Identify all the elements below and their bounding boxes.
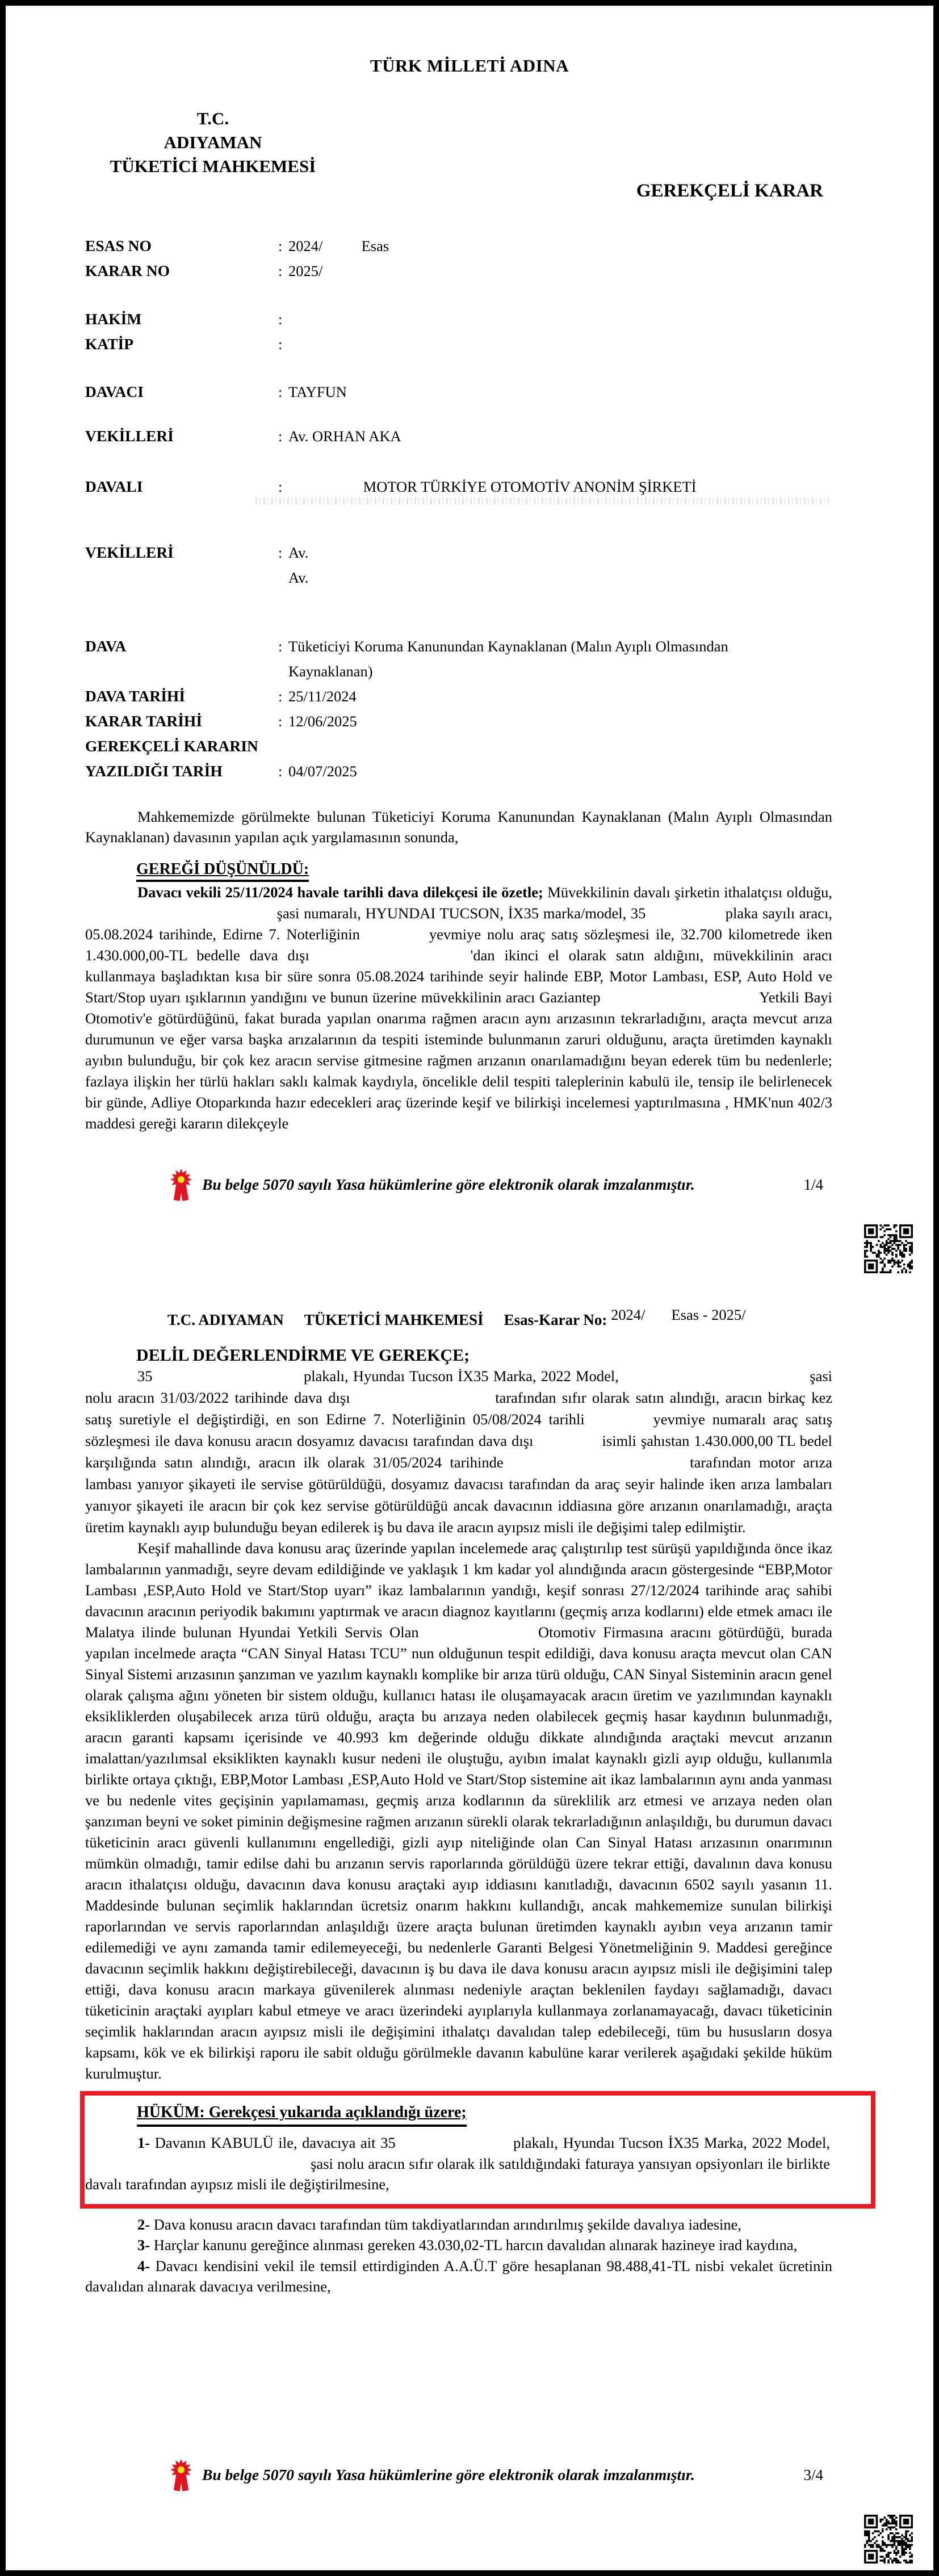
info-label: KARAR TARİHİ [85,712,203,730]
redaction-gap [288,491,359,492]
page2-header-court: T.C. ADIYAMAN [167,1311,284,1328]
info-label: VEKİLLERİ [85,427,174,445]
plaintiff-claim-paragraph [85,882,832,1134]
text-run: 12/06/2025 [288,713,357,730]
hukum-heading: HÜKÜM: Gerekçesi yukarıda açıklandığı üzere; [137,2101,467,2127]
info-row [85,332,823,357]
redaction-gap [356,1402,489,1403]
info-row [85,659,823,684]
text-run: Dava konusu aracın davacı tarafından tüm takdiyatlarından arındırılmış şekilde davalıya iadesine, [153,2215,742,2233]
seal-center-dot [178,2466,185,2473]
info-label: VEKİLLERİ [85,543,174,561]
info-colon: : [278,688,283,705]
page2-header [85,1308,832,1331]
ruling-item-1 [85,2132,830,2195]
intro-paragraph: Mahkememizde görülmekte bulunan Tüketiciyi Koruma Kanunundan Kaynaklanan (Malın Ayıplı Olmasından Kaynaklanan) davasının yapılan açık yargılamasının sonunda, [85,808,832,846]
evidence-paragraph-2 [85,1538,832,2084]
info-colon: : [278,311,283,328]
ruling-item-4 [85,2256,832,2297]
case-info-table [85,233,823,784]
bold-text-run: 4- [137,2257,150,2274]
text-run: Otomotiv Firmasına aracını götürdüğü, burada yapılan incelmede araçta “CAN Sinyal Hatası TCU” nun olduğunun tespit edildiği, dava konusu araçta mevcut olan CAN Sinyal Sistemi arızasının şanzıman ve yazılım kaynaklı komplike bir arıza türü olduğu, CAN Sinyal Sisteminin aracın genel olarak çalışma ağını yöneten bir sistem olduğu, kullanıcı hatası ile oluşamayacak aracın üretim ve yazılımından kaynaklı eksikliklerden oluşabilecek arıza türü olduğu, araçta bu arızaya neden olabilecek geçmiş hasar kaydının bulunmadığı, aracın garanti kapsamı içerisinde ve 40.993 km değerinde olduğu dikkate alındığında araçtaki mevcut arızanın imalattan/yazılımsal eksiklikten kaynaklı kusur nedeni ile oluştuğu, ayıbın imalat kaynaklı gizli ayıp olduğu, kullanımla birlikte ortaya çıktığı, EBP,Motor Lambası ,ESP,Auto Hold ve Start/Stop sistemine ait ikaz lambalarının aynı anda yanması ve bu nedenle vites geçişinin yapılamaması, geçmiş arıza kodlarının da süreklilik arz etmesi ve arızaya neden olan şanzıman beyni ve soket piminin değişmesine rağmen arızanın sürekli olarak tekrarladığının anlaşıldığı, bu durumun davacı tüketicinin aracı güvenli kullanımını engellediği, gizli ayıp niteliğinde olan Can Sinyal Hatası arızasının onarımının mümkün olmadığı, tamir edilse dahi bu arızanın servis raporlarında görüldüğü üzere tekrar ettiği, davalının dava konusu aracın ithalatçısı olduğu, davacının dava konusu araçtaki ayıp iddiasını kanıtladığı, davacının 6502 sayılı yasanın 11. Maddesinde bulunan seçimlik haklarından ücretsiz onarım hakkını kullandığı, ancak mahkememize sunulan bilirkişi raporlarından ve servis raporlarından anlaşıldığı üzere araçta bulunan üretimden kaynaklı ayıbın veya arızanın tamir edilemediği ve aynı zamanda tamir edilemeyeceği, bu nedenlerle Garanti Belgesi Yönetmeliğinin 9. Maddesi gereğince davacının seçimlik hakkını değiştirebileceği, davacının iş bu dava ile dava konusu aracın ayıpsız misli ile değişimini talep ettiği, dava konusu aracın markaya güvenilerek alınması nedeniyle araçtan beklenilen faydayı sağlamadığı, davacı tüketicinin araçtaki ayıpları kabul etmeye ve aracı üzerindeki ayıplarıyla kullanmaya zorlanamayacağı, davacı tüketicinin seçimlik haklarından aracın ayıpsız misli ile değişimini ithalatçı davalıdan talep edebileceği, tüm bu hususların dosya kapsamı, kök ve ek bilirkişi raporu ile sabit olduğu görülmekle davanın kabulüne karar verilerek aşağıdaki şekilde hüküm kurulmuştur. [85,1624,833,2082]
redaction-gap [623,1380,805,1381]
section-heading-wrap [136,860,832,882]
redaction-gap [319,959,461,960]
esign-note: Bu belge 5070 sayılı Yasa hükümlerine göre elektronik olarak imzalanmıştır. [202,1176,695,1193]
text-run: 2025/ [288,262,323,279]
evidence-paragraph-1 [85,1365,832,1538]
info-value [288,544,308,561]
redaction-gap [400,2147,508,2148]
info-value [288,663,373,680]
text-run: tarafından sıfır olarak satın alındığı, aracın birkaç kez satış suretiyle el değiştirdiği, en son Edirne 7. Noterliğinin 05/08/2024 tarihli [85,1389,833,1428]
info-row [85,379,823,404]
info-colon: : [278,383,283,400]
redaction-gap [426,1636,531,1637]
info-colon: : [278,638,283,655]
info-colon: : [278,428,283,445]
redaction-gap [157,1380,299,1381]
text-run: Kaynaklanan) [288,663,373,680]
ruling-item-2 [85,2214,832,2235]
text-run: Av. ORHAN AKA [288,428,401,445]
redaction-gap [605,1001,755,1002]
text-run: 25/11/2024 [288,688,357,705]
info-row [85,684,823,709]
court-block [91,107,335,178]
info-row [85,307,823,332]
info-colon: : [278,763,283,780]
text-run: 35 [137,1368,153,1385]
court-line-city: ADIYAMAN [164,132,262,152]
page2-header-karar-value: Esas - 2025/ [671,1306,746,1323]
text-run: yevmiye numaralı araç satış sözleşmesi ile dava konusu aracın dosyamız davacısı tarafından dava dışı [85,1411,833,1449]
text-run: 2024/ [288,237,323,254]
text-run: Keşif mahallinde dava konusu araç üzerinde yapılan incelemede araç çalıştırılıp test sürüşü yapıldığında önce ikaz lambalarının yanmadığı, seyre devam edildiğinde ve yaklaşık 1 km kadar yol alındığında aracın göstergesinde “EBP,Motor Lambası ,ESP,Auto Hold ve Start/Stop uyarı” ikaz lambalarının yandığı, keşif sonrası 27/12/2024 tarihinde araç sahibi davacının aracının periyodik bakımını yaptırmak ve aracın diagnoz kayıtlarını (geçmiş arıza kodlarını) elde etmek amacı ile Malatya ilinde bulunan Hyundai Yetkili Servis Olan [85,1540,832,1641]
info-value [288,428,401,445]
delil-heading: DELİL DEĞERLENDİRME VE GEREKÇE; [136,1346,470,1365]
info-row [85,709,823,734]
text-run: Esas [361,237,389,254]
page1-footer [85,1168,823,1202]
text-run: plaka sayılı aracı, 05.08.2024 tarihinde, Edirne 7. Noterliğinin [85,905,833,943]
info-label: DAVALI [85,478,143,495]
text-run: isimli şahıstan 1.430.000,00 TL bedel karşılığında satın alındığı, aracın ilk olarak 31/05/2024 tarihinde [85,1432,832,1471]
info-value [288,569,308,586]
esign-note: Bu belge 5070 sayılı Yasa hükümlerine göre elektronik olarak imzalanmıştır. [202,2466,695,2483]
redaction-gap [366,938,423,939]
redaction-gap [85,2168,307,2169]
info-colon: : [278,544,283,561]
info-value [288,763,357,780]
info-label: DAVA TARİHİ [85,687,186,705]
text-run: şasi numaralı, HYUNDAI TUCSON, İX35 marka/model, 35 [276,905,646,922]
text-run: 'dan ikinci el olarak satın aldığını, müvekkilinin aracı kullanmaya başladıktan kısa bir süre sonra 05.08.2024 tarihinde seyir halinde EBP, Motor Lambası, ESP, Auto Hold ve Start/Stop uyarı ışıklarının yandığını ve bunun üzerine müvekkilinin aracı Gaziantep [85,947,832,1006]
info-value [288,713,357,730]
text-run: Davacı kendisini vekil ile temsil ettirdiginden A.A.Ü.T göre hesaplanan 98.488,41-TL nisbi vekalet ücretinin davalıdan alınarak davacıya verilmesine, [85,2257,833,2295]
info-row [85,474,823,499]
info-value [288,262,322,279]
info-label: KATİP [85,335,134,353]
redaction-gap [650,917,721,918]
info-colon: : [278,713,283,730]
seal-ribbon-tail [180,2474,188,2491]
info-row [85,540,823,565]
info-value [288,383,347,400]
info-row [85,424,823,449]
info-value [288,478,697,495]
info-row [85,233,823,258]
court-line-tc: T.C. [196,108,229,128]
info-label: HAKİM [85,310,142,328]
info-row [85,734,823,759]
info-value [288,638,728,655]
text-run: şasi nolu aracın sıfır olarak ilk satıldığındaki faturaya yansıyan opsiyonları ile birlikte davalı tarafından ayıpsız misli ile değiştirilmesine, [85,2155,830,2193]
doc-type-title: GEREKÇELİ KARAR [636,181,823,201]
text-run: Müvekkilinin davalı şirketin ithalatçısı olduğu, [547,884,833,901]
text-run: Harçlar kanunu gereğince alınması gereken 43.030,02-TL harcın davalıdan alınarak hazineye irad kaydına, [153,2236,798,2253]
info-value [288,237,389,254]
court-line-name: TÜKETİCİ MAHKEMESİ [110,156,316,176]
page2-header-court2: TÜKETİCİ MAHKEMESİ [304,1311,484,1328]
info-colon: : [278,262,283,279]
text-run: TAYFUN [288,383,347,400]
redaction-gap [592,1423,646,1424]
redaction-gap [85,917,273,918]
info-row [85,634,823,659]
esign-seal-icon [170,1169,192,1201]
page2-body [85,1308,832,2297]
info-label: DAVACI [85,383,144,400]
qr-code-icon [864,2515,913,2564]
seal-ribbon-tail [180,1184,188,1201]
page-number: 3/4 [803,2466,823,2483]
text-run: Davanın KABULÜ ile, davacıya ait 35 [154,2134,396,2151]
esign-seal-icon [170,2459,192,2491]
page2-header-esas-value: 2024/ [611,1306,645,1323]
info-colon: : [278,336,283,353]
text-run: yevmiye nolu araç satış sözleşmesi ile, 32.700 kilometrede iken 1.430.000,00-TL bedelle dava dışı [85,926,832,964]
info-label: YAZILDIĞI TARİH [85,762,223,780]
info-label: KARAR NO [85,262,170,279]
text-run: 04/07/2025 [288,763,357,780]
info-row [85,258,823,283]
text-run: Yetkili Bayi Otomotiv'e götürdüğünü, fakat burada yapılan onarıma rağmen aracın aynı arızasının tekrarladığını, araçta mevcut arıza durumunun ve eğer varsa başka arızalarının da tespiti isteminde bulunmanın zaruri olduğunu, araçta üretimden kaynaklı ayıbın bulunduğu, bir çok kez aracın servise gitmesine rağmen arızanın onarılamadığını beyan ederek tüm bu nedenlerle; fazlaya ilişkin her türlü hakları saklı kalmak kaydıyla, öncelikle delil tespiti taleplerinin kabulü ile, tensip ile belirlenecek bir günde, Adliye Otoparkında hazır edecekleri araç üzerinde keşif ve bilirkişi incelemesi yaptırılmasına , HMK'nun 402/3 maddesi gereği kararın dilekçeyle [85,989,832,1132]
info-label: ESAS NO [85,237,152,254]
info-colon: : [278,237,283,254]
text-run: MOTOR TÜRKİYE OTOMOTİV ANONİM ŞİRKETİ [363,478,697,495]
text-run: Av. [288,544,309,561]
seal-center-dot [178,1176,185,1183]
info-label: DAVA [85,637,127,655]
text-run: plakalı, Hyundaı Tucson İX35 Marka, 2022 Model, [513,2134,831,2151]
page-number: 1/4 [803,1176,823,1193]
page2-footer [85,2458,823,2492]
bold-text-run: 2- [137,2215,150,2233]
page1-body [85,806,832,1134]
text-run: tarafından motor arıza lambası yanıyor şikayeti ile servise götürüldüğü, dosyamız davacısı tarafından da araç seyir halinde iken arıza lambaları yanıyor şikayeti ile aracın bir çok kez servise götürüldüğü ancak davacının iddiasına göre arızanın onarılamadığı, araçta üretim kaynaklı ayıp bulunduğu beyan edilerek iş bu dava ile aracın ayıpsız misli ile değişimi talep edilmiştir. [85,1454,833,1536]
bold-text-run: 3- [137,2236,150,2253]
page2-header-esas-karar-label: Esas-Karar No: [504,1311,607,1328]
redaction-gap [326,250,358,251]
text-run: Av. [288,569,309,586]
hukum-box [80,2091,875,2209]
bold-text-run: Davacı vekili 25/11/2024 havale tarihli dava dilekçesi ile özetle; [137,884,543,901]
info-row [85,565,823,590]
info-value [288,688,357,705]
info-label: GEREKÇELİ KARARIN [85,737,258,755]
banner-title: TÜRK MİLLETİ ADINA [370,56,569,76]
bold-text-run: 1- [137,2134,150,2151]
faded-address-line [255,497,829,505]
info-colon: : [278,478,283,495]
qr-code-icon [864,1224,913,1273]
info-row [85,759,823,784]
ruling-items [85,2214,832,2297]
text-run: Tüketiciyi Koruma Kanunundan Kaynaklanan (Malın Ayıplı Olmasından [288,638,728,655]
hukum-heading-wrap [137,2101,830,2127]
redaction-gap [512,1466,682,1467]
text-run: şasi nolu aracın 31/03/2022 tarihinde dava dışı [85,1368,833,1406]
text-run: plakalı, Hyundaı Tucson İX35 Marka, 2022 Model, [303,1368,619,1385]
ruling-item-3 [85,2235,832,2256]
redaction-gap [538,1445,597,1446]
geregi-heading: GEREĞİ DÜŞÜNÜLDÜ: [136,860,309,882]
